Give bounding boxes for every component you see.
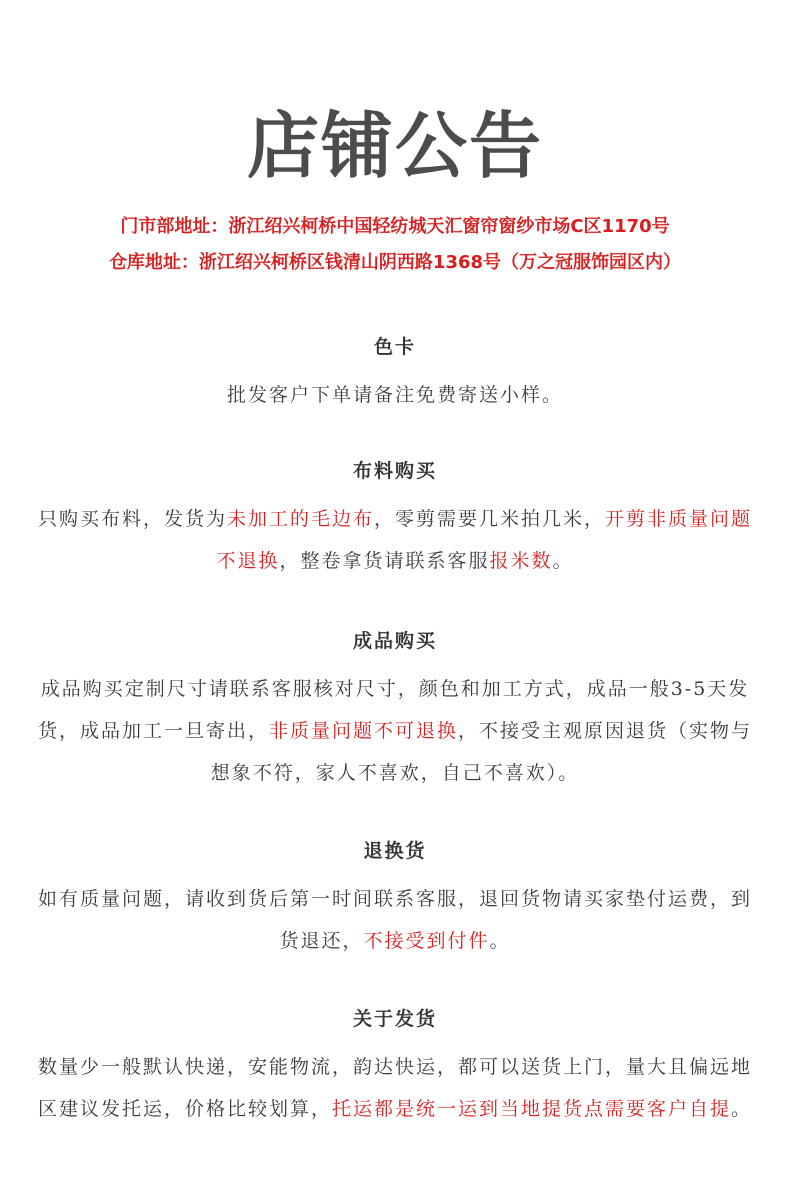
section-heading: 布料购买: [352, 460, 437, 482]
body-text: 数量少一般默认快递，安能物流，韵达快运，都可以送货上门，量大且偏远地区建议发托运，价格比较划算，: [37, 1056, 752, 1120]
section-heading: 关于发货: [352, 1008, 437, 1030]
body-text: 。: [552, 550, 574, 572]
section-fabric-purchase: [30, 458, 760, 582]
section-body: [30, 1046, 760, 1130]
body-text: 。: [489, 930, 511, 952]
body-text: 。: [731, 1098, 753, 1120]
section-body: [30, 498, 760, 582]
body-text: 批发客户下单请备注免费寄送小样。: [226, 384, 563, 406]
body-text: 成品购买定制尺寸请联系客服核对尺寸，颜色和加工方式，成品一般3-5天发货，成品加工一旦寄出，: [37, 678, 750, 742]
section-heading: 退换货: [363, 840, 427, 862]
store-address: 门市部地址：浙江绍兴柯桥中国轻纺城天汇窗帘窗纱市场C区1170号: [120, 216, 670, 237]
highlight-text: 开剪非质量问题不退换: [216, 508, 753, 572]
page-title: 店铺公告: [246, 104, 543, 188]
highlight-text: 未加工的毛边布: [226, 508, 374, 530]
section-returns: [30, 838, 760, 962]
body-text: ，整卷拿货请联系客服: [279, 550, 490, 572]
warehouse-address: 仓库地址：浙江绍兴柯桥区钱清山阴西路1368号（万之冠服饰园区内）: [108, 252, 682, 273]
section-body: [30, 668, 760, 794]
body-text: ，不接受主观原因退货（实物与想象不符，家人不喜欢，自己不喜欢）。: [210, 720, 753, 784]
highlight-text: 不接受到付件: [363, 930, 490, 952]
section-shipping: [30, 1006, 760, 1130]
highlight-text: 报米数: [489, 550, 553, 572]
section-heading: 色卡: [373, 336, 416, 358]
section-body: [30, 374, 760, 416]
highlight-text: 托运都是统一运到当地提货点需要客户自提: [331, 1098, 731, 1120]
section-body: [30, 878, 760, 962]
body-text: 如有质量问题，请收到货后第一时间联系客服，退回货物请买家垫付运费，到货退还，: [37, 888, 752, 952]
highlight-text: 非质量问题不可退换: [268, 720, 458, 742]
section-color-card: [30, 334, 760, 416]
section-heading: 成品购买: [352, 630, 437, 652]
body-text: ，零剪需要几米拍几米，: [374, 508, 606, 530]
section-finished-products: [30, 628, 760, 794]
body-text: 只购买布料，发货为: [37, 508, 227, 530]
